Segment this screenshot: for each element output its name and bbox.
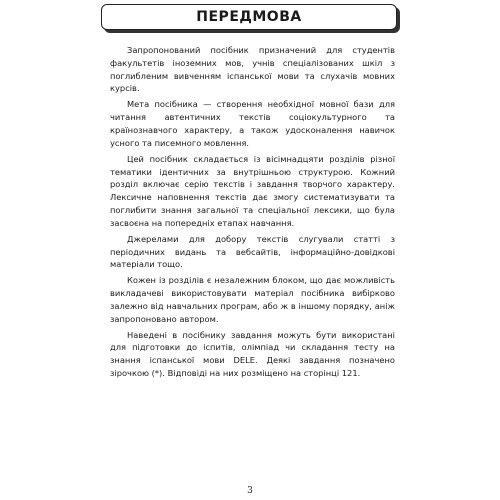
paragraph-5: Кожен із розділів є незалежним блоком, що дає можливість викладачеві використовувати матеріал посібника вибірково залежно від навчальних програм, або ж в іншому порядку, аніж запропоновано автором. bbox=[110, 275, 395, 324]
page-title: ПЕРЕДМОВА bbox=[196, 9, 302, 25]
paragraph-3: Цей посібник складається із вісімнадцяти розділів різної тематики ідентичних за внутрішньою структурою. Кожний розділ включає серію текстів і завдання творчого характеру. Лексичне наповнення текстів дає змогу систематизувати та поглибити знання загальної та спеціальної лексики, що була засвоєна на попередніх етапах навчання. bbox=[110, 153, 395, 228]
title-box bbox=[101, 4, 397, 30]
page-number: 3 bbox=[247, 486, 253, 496]
paragraph-1: Запропонований посібник призначений для студентів факультетів іноземних мов, учнів спеціалізованих шкіл з поглибленим вивченням іспанської мови та слухачів мовних курсів. bbox=[110, 45, 395, 94]
paragraph-2: Мета посібника — створення необхідної мовної бази для читання автентичних текстів соціокультурного та країнознавчого характеру, а також удосконалення навичок усного та писемного мовлення. bbox=[110, 99, 395, 148]
body-text bbox=[110, 44, 395, 383]
paragraph-6: Наведені в посібнику завдання можуть бути використані для підготовки до іспитів, олімпіад чи складання тесту на знання іспанської мови DELE. Деякі завдання позначено зірочкою (*). Відповіді на них розміщено на сторінці 121. bbox=[110, 329, 395, 379]
paragraph-4: Джерелами для добору текстів слугували статті з періодичних видань та вебсайтів, інформаційно-довідкові матеріали тощо. bbox=[110, 233, 395, 270]
